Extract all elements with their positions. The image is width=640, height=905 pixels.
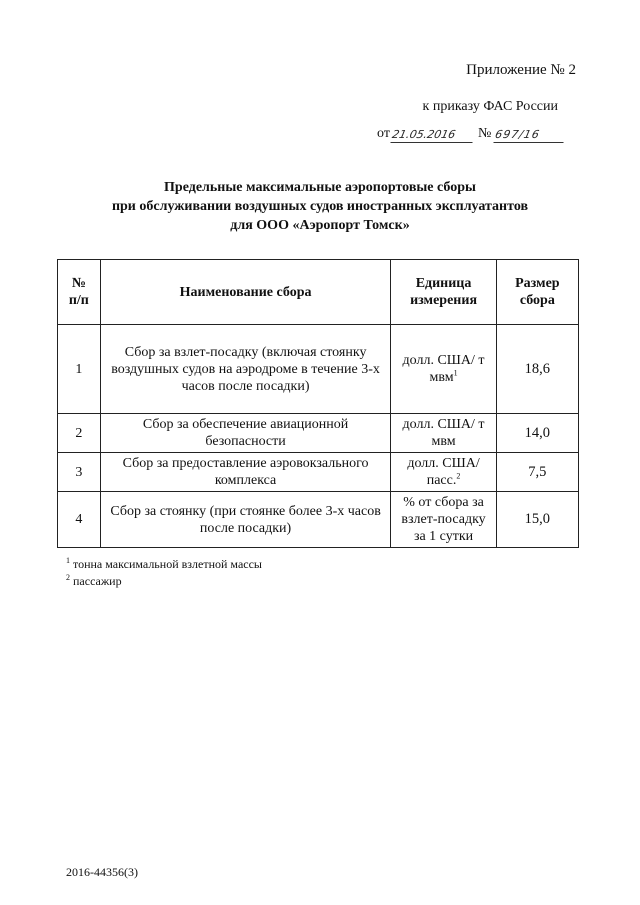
fee-amount: 7,5 (496, 453, 578, 492)
title-line-2: при обслуживании воздушных судов иностранных эксплуатантов (111, 199, 529, 214)
order-from-label: от (377, 126, 390, 141)
fee-unit-text: долл. США/ пасс. (407, 456, 480, 488)
header-num-line2: п/п (68, 293, 89, 308)
fee-unit (391, 414, 496, 453)
header-unit-line2: измерения (410, 293, 478, 308)
header-amount-line2: сбора (519, 293, 555, 308)
fee-unit-text: % от сбора за взлет-посадку за 1 сутки (401, 495, 486, 544)
fee-unit (391, 492, 496, 548)
footnote-mark: 2 (66, 573, 70, 582)
order-reference: к приказу ФАС России (422, 99, 558, 114)
fee-amount: 15,0 (496, 492, 578, 548)
header-name: Наименование сбора (100, 260, 391, 325)
table-row (58, 492, 579, 548)
footnote-mark: 1 (66, 556, 70, 565)
fee-amount: 18,6 (496, 325, 578, 414)
fee-unit-text: долл. США/ т мвм (402, 353, 485, 385)
appendix-label: Приложение № 2 (466, 62, 576, 78)
header-amount (496, 260, 578, 325)
fee-name: Сбор за взлет-посадку (включая стоянку воздушных судов на аэродроме в течение 3-х часов после посадки) (100, 325, 391, 414)
table-row (58, 325, 579, 414)
order-number-label: № (477, 126, 492, 141)
title-line-3: для ООО «Аэропорт Томск» (230, 218, 410, 233)
fee-unit (391, 325, 496, 414)
row-num: 2 (58, 414, 101, 453)
footnote-ref: 1 (453, 368, 458, 378)
footnote (66, 556, 262, 573)
document-title (60, 178, 580, 235)
header-unit (391, 260, 496, 325)
row-num: 4 (58, 492, 101, 548)
footnote-ref: 2 (456, 471, 461, 481)
fee-unit-text: долл. США/ т мвм (402, 417, 485, 449)
handwritten-order-number: 697/16 (494, 128, 567, 143)
document-id: 2016-44356(3) (66, 865, 138, 879)
fee-name: Сбор за предоставление аэровокзального комплекса (100, 453, 391, 492)
title-line-1: Предельные максимальные аэропортовые сборы (164, 180, 476, 195)
footnotes (66, 556, 262, 590)
footnote-text: тонна максимальной взлетной массы (73, 557, 262, 571)
fee-name: Сбор за обеспечение авиационной безопасности (100, 414, 391, 453)
fee-unit (391, 453, 496, 492)
header-unit-line1: Единица (415, 276, 472, 291)
header-num (58, 260, 101, 325)
header-amount-line1: Размер (515, 276, 560, 291)
header-num-line1: № (71, 276, 86, 291)
fees-table (57, 259, 579, 548)
handwritten-order-date: 21.05.2016 (390, 128, 475, 143)
footnote (66, 573, 262, 590)
fee-amount: 14,0 (496, 414, 578, 453)
row-num: 1 (58, 325, 101, 414)
table-header-row (58, 260, 579, 325)
fee-name: Сбор за стоянку (при стоянке более 3-х часов после посадки) (100, 492, 391, 548)
footnote-text: пассажир (73, 574, 122, 588)
table-row (58, 453, 579, 492)
row-num: 3 (58, 453, 101, 492)
table-row (58, 414, 579, 453)
order-date-number-line (377, 125, 565, 143)
